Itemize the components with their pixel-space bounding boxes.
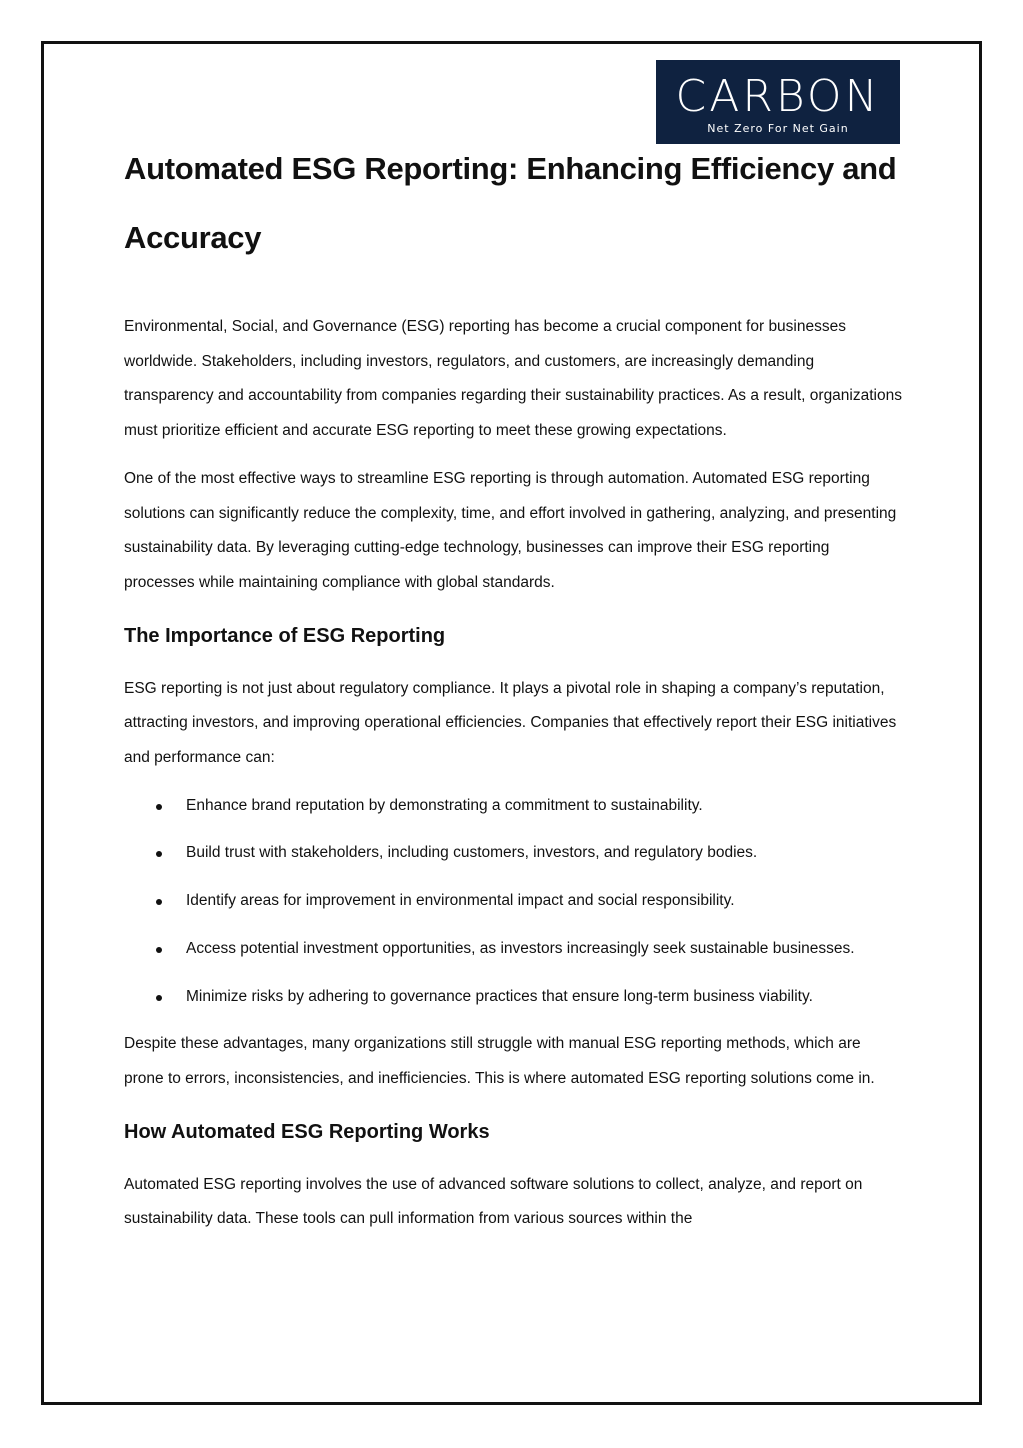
automation-paragraph: One of the most effective ways to streamline ESG reporting is through automation. Automated ESG reporting solutions can significantly reduce the complexity, time, and effort involved in gathering, analyzing, and presenting sustainability data. By leveraging cutting-edge technology, businesses can improve their ESG reporting processes while maintaining compliance with global standards. bbox=[124, 469, 897, 591]
how-it-works-paragraph: Automated ESG reporting involves the use of advanced software solutions to collect, analyze, and report on sustainability data. These tools can pull information from various sources within the bbox=[124, 1175, 863, 1228]
list-item: Access potential investment opportunities, as investors increasingly seek sustainable businesses. bbox=[124, 932, 904, 967]
carbon-logo bbox=[656, 60, 900, 144]
document-body bbox=[124, 134, 904, 1237]
intro-paragraph: Environmental, Social, and Governance (ESG) reporting has become a crucial component for businesses worldwide. Stakeholders, including investors, regulators, and customers, are increasingly demanding transparency and accountability from companies regarding their sustainability practices. As a result, organizations must prioritize efficient and accurate ESG reporting to meet these growing expectations. bbox=[124, 318, 902, 440]
logo-wordmark: CARBON bbox=[675, 71, 881, 122]
document-title: Automated ESG Reporting: Enhancing Efficiency and Accuracy bbox=[124, 151, 897, 255]
importance-closing-paragraph: Despite these advantages, many organizations still struggle with manual ESG reporting methods, which are prone to errors, inconsistencies, and inefficiencies. This is where automated ESG reporting solutions come in. bbox=[124, 1035, 875, 1087]
list-item: Identify areas for improvement in environmental impact and social responsibility. bbox=[124, 884, 904, 919]
list-item: Minimize risks by adhering to governance practices that ensure long-term business viability. bbox=[124, 980, 904, 1015]
benefits-list bbox=[124, 789, 904, 1015]
list-item: Enhance brand reputation by demonstrating a commitment to sustainability. bbox=[124, 789, 904, 824]
importance-heading: The Importance of ESG Reporting bbox=[124, 624, 446, 647]
list-item: Build trust with stakeholders, including customers, investors, and regulatory bodies. bbox=[124, 836, 904, 871]
how-it-works-heading: How Automated ESG Reporting Works bbox=[124, 1120, 490, 1143]
importance-lead-paragraph: ESG reporting is not just about regulatory compliance. It plays a pivotal role in shaping a company’s reputation, attracting investors, and improving operational efficiencies. Companies that effectively report their ESG initiatives and performance can: bbox=[124, 679, 897, 767]
logo-tagline: Net Zero For Net Gain bbox=[707, 122, 849, 135]
